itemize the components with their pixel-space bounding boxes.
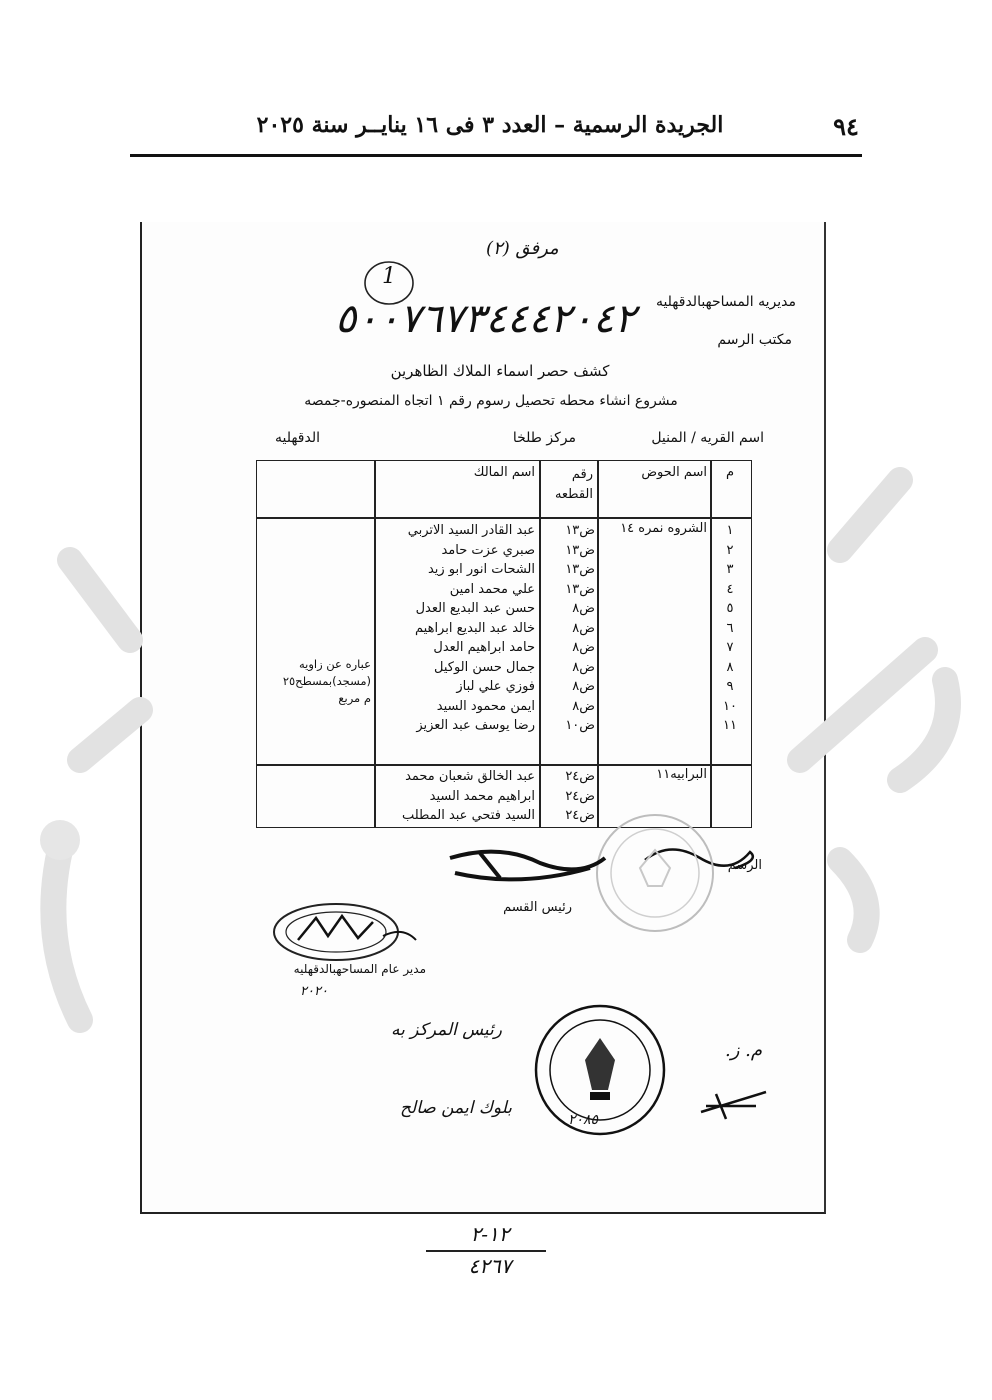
drawing-label: الرسم [727,858,762,873]
owner-cell: جمال حسن الوكيل [434,659,535,675]
plot-cell: ض٨ [572,620,595,636]
directorate-name: مديريه المساحهبالدقهليه [655,294,796,310]
director-label: مدير عام المساحهبالدقهليه [293,962,426,976]
director-stamp [268,896,418,966]
serial-cell: ١١ [723,718,737,733]
section-head-signature [440,838,610,898]
owner-cell: خالد عبد البديع ابراهيم [415,620,535,636]
plot-cell: ض١٣ [565,562,595,577]
header-plot: رقم القطعه [554,467,593,502]
serial-cell: ٩ [726,679,734,694]
owner-cell: عبد الخالق شعبان محمد [405,769,535,784]
owner-cell: ايمن محمود السيد [436,698,535,714]
serial-cell: ٥ [726,601,734,616]
project-title: مشروع انشاء محطه تحصيل رسوم رقم ١ اتجاه المنصوره-جمصه [304,393,678,409]
header-serial: م [725,465,735,480]
plot-cell: ض١٣ [565,581,595,597]
serial-cell: ٤ [726,581,734,597]
plot-cell: ض٨ [572,659,595,675]
document-title: كشف حصر اسماء الملاك الظاهرين [390,362,610,380]
serial-cell: ٦ [726,620,734,636]
footer-fraction-top: ١٢-٢ [470,1222,510,1246]
office-name: مكتب الرسم [717,332,792,348]
owner-column-2 [375,767,535,826]
circled-number: 1 [382,264,396,289]
annex-label: مرفق (٢) [486,238,559,259]
owner-cell: فوزي علي لباز [456,679,535,694]
header-rule [130,154,862,157]
plot-cell: ض١٠ [565,718,595,733]
plot-cell: ض٨ [572,679,595,694]
plot-cell: ض٨ [572,698,595,714]
center-label: مركز طلخا [512,430,576,446]
footer-fraction-bottom: ٤٢٦٧ [468,1254,512,1278]
village-label: اسم القريه / المنيل [651,430,764,446]
serial-cell: ١٠ [723,698,737,714]
section-head-label: رئيس القسم [503,900,572,915]
owner-cell: ابراهيم محمد السيد [429,788,535,804]
hand-tick-signature [696,1084,776,1124]
governorate-label: الدقهليه [274,430,320,446]
owner-cell: السيد فتحي عبد المطلب [401,808,535,823]
basin-group-1: الشروه نمره ١٤ [620,521,707,536]
owner-cell: حسن عبد البديع العدل [415,601,535,616]
serial-cell: ٨ [726,659,734,675]
footer-fraction-line [426,1250,546,1252]
owner-cell: عبد القادر السيد الاتربي [407,523,535,538]
owner-cell: صبري عزت حامد [441,542,535,558]
basin-group-2: البرابيه١١ [656,767,707,782]
seal-number: ٢٠٨٥ [568,1112,599,1128]
gazette-title: الجريدة الرسمية – العدد ٣ فى ١٦ ينايــر سنة ٢٠٢٥ [256,112,724,138]
owner-cell: علي محمد امين [449,581,535,597]
plot-cell: ض٢٤ [565,808,595,823]
director-date: ٢٠٢٠ [300,984,328,999]
page-number: ٩٤ [833,112,859,141]
plot-cell: ض٨ [572,640,595,655]
header-basin: اسم الحوض [641,465,707,480]
plot-cell: ض١٣ [565,542,595,558]
official-seal [530,1000,670,1140]
handwritten-name: بلوك ايمن صالح [400,1098,512,1118]
notes-group-1: عباره عن زاويه (مسجد)بمسطح٢٥ م مربع [282,657,371,705]
plot-cell: ض٢٤ [565,769,595,784]
plot-column-2 [543,767,595,826]
serial-cell: ٢ [726,542,734,558]
plot-cell: ض١٣ [565,523,595,538]
owner-cell: الشحات انور ابو زيد [427,562,535,577]
serial-cell: ٣ [726,562,734,577]
file-number: ٥٠٠٧٦٧٣٤٤٤٢٠٤٢ [335,296,636,342]
plot-column [543,521,595,736]
owner-cell: رضا يوسف عبد العزيز [416,718,535,733]
serial-column [711,521,749,736]
plot-cell: ض٢٤ [565,788,595,804]
owners-table [256,460,752,828]
plot-cell: ض٨ [572,601,595,616]
serial-cell: ٧ [726,640,734,655]
owner-column [375,521,535,736]
serial-cell: ١ [726,523,734,538]
owner-cell: حامد ابراهيم العدل [433,640,535,655]
handwritten-note: رئيس المركز به [391,1020,502,1040]
header-owner: اسم المالك [473,465,535,480]
handwritten-initials: م. ز. [724,1040,762,1061]
